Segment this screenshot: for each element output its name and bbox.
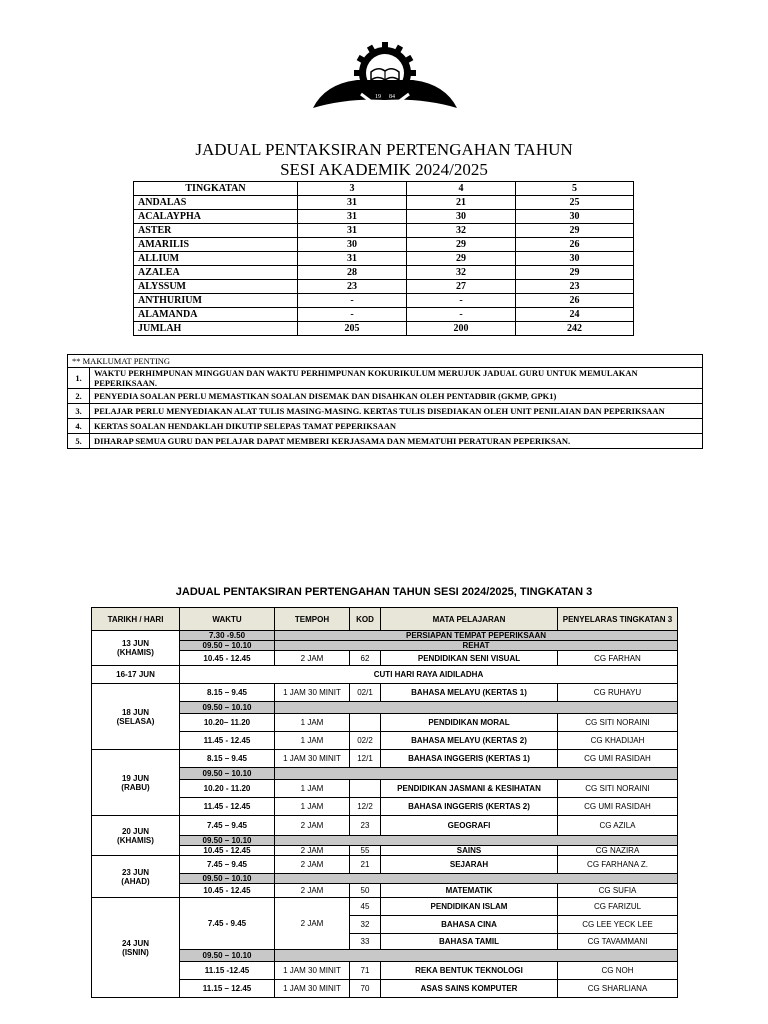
table-row [92, 816, 678, 836]
count-cell: 29 [407, 252, 516, 266]
time-cell: 11.15 -12.45 [180, 962, 275, 980]
count-cell: 27 [407, 280, 516, 294]
break-row [92, 836, 678, 846]
date-text: 24 JUN [121, 938, 150, 948]
table-row [134, 280, 634, 294]
schedule-header-row [92, 608, 678, 631]
count-cell: 30 [516, 252, 634, 266]
teacher-cell: CG FARHANA Z. [558, 856, 678, 874]
code-cell: 12/2 [350, 798, 381, 816]
date-cell [92, 816, 180, 856]
table-row [134, 196, 634, 210]
subject-cell: PENDIDIKAN JASMANI & KESIHATAN [381, 780, 558, 798]
time-cell: 11.15 – 12.45 [180, 980, 275, 998]
teacher-cell: CG SUFIA [558, 884, 678, 898]
count-cell: 21 [407, 196, 516, 210]
code-cell: 21 [350, 856, 381, 874]
class-name: ALYSSUM [134, 280, 298, 294]
note-row [68, 368, 703, 389]
time-cell: 8.15 – 9.45 [180, 684, 275, 702]
school-logo [305, 38, 465, 118]
break-row [92, 702, 678, 714]
total-cell: 200 [407, 322, 516, 336]
break-time: 09.50 – 10.10 [180, 874, 275, 884]
total-label: JUMLAH [134, 322, 298, 336]
time-cell: 7.45 – 9.45 [180, 856, 275, 874]
date-text: 18 JUN [121, 707, 150, 717]
table-header-row [134, 182, 634, 196]
count-cell: 24 [516, 308, 634, 322]
notes-heading-row [68, 355, 703, 368]
time-cell: 10.45 - 12.45 [180, 846, 275, 856]
code-cell: 33 [350, 934, 381, 950]
day-text: (KHAMIS) [117, 648, 154, 657]
teacher-cell: CG SITI NORAINI [558, 780, 678, 798]
count-cell: 31 [298, 196, 407, 210]
duration-cell: 2 JAM [275, 856, 350, 874]
count-cell: 26 [516, 294, 634, 308]
code-cell [350, 714, 381, 732]
subject-cell: PENDIDIKAN SENI VISUAL [381, 651, 558, 666]
duration-cell: 1 JAM [275, 798, 350, 816]
time-cell: 10.45 - 12.45 [180, 651, 275, 666]
time-cell: 11.45 - 12.45 [180, 798, 275, 816]
count-cell: 30 [407, 210, 516, 224]
subject-cell: BAHASA CINA [381, 916, 558, 934]
column-header: TINGKATAN [134, 182, 298, 196]
date-text: 23 JUN [121, 867, 150, 877]
count-cell: 26 [516, 238, 634, 252]
code-cell [350, 780, 381, 798]
break-fill [275, 950, 678, 962]
date-text: 20 JUN [121, 826, 150, 836]
break-time: 09.50 – 10.10 [180, 950, 275, 962]
duration-cell: 2 JAM [275, 651, 350, 666]
count-cell: - [298, 294, 407, 308]
break-time: 09.50 – 10.10 [180, 641, 275, 651]
duration-cell: 1 JAM [275, 714, 350, 732]
day-text: (SELASA) [116, 716, 155, 726]
schedule-title: JADUAL PENTAKSIRAN PERTENGAHAN TAHUN SESI 2024/2025, TINGKATAN 3 [175, 586, 593, 598]
note-row [68, 404, 703, 419]
subject-cell: SAINS [381, 846, 558, 856]
count-cell: 29 [516, 266, 634, 280]
duration-cell: 2 JAM [275, 846, 350, 856]
duration-cell: 1 JAM [275, 780, 350, 798]
count-cell: - [407, 294, 516, 308]
table-row [134, 308, 634, 322]
count-cell: 30 [298, 238, 407, 252]
day-text: (RABU) [121, 782, 150, 792]
count-cell: 23 [298, 280, 407, 294]
date-cell [92, 856, 180, 898]
notes-heading: ** MAKLUMAT PENTING [68, 355, 703, 368]
count-cell: 29 [516, 224, 634, 238]
time-cell: 11.45 - 12.45 [180, 732, 275, 750]
class-name: ASTER [134, 224, 298, 238]
column-header: TARIKH / HARI [92, 608, 180, 631]
count-cell: - [407, 308, 516, 322]
break-row [92, 641, 678, 651]
code-cell: 50 [350, 884, 381, 898]
time-cell: 10.20– 11.20 [180, 714, 275, 732]
total-cell: 205 [298, 322, 407, 336]
note-text: PENYEDIA SOALAN PERLU MEMASTIKAN SOALAN DISEMAK DAN DISAHKAN OLEH PENTADBIR (GKMP, GPK1) [90, 389, 703, 404]
subject-cell: SEJARAH [381, 856, 558, 874]
count-cell: 30 [516, 210, 634, 224]
note-text: PELAJAR PERLU MENYEDIAKAN ALAT TULIS MASING-MASING. KERTAS TULIS DISEDIAKAN OLEH UNIT PENILAIAN DAN PEPERIKSAAN [90, 404, 703, 419]
table-row [92, 980, 678, 998]
exam-schedule-table [91, 607, 678, 998]
duration-cell: 1 JAM 30 MINIT [275, 750, 350, 768]
class-name: ALAMANDA [134, 308, 298, 322]
count-cell: 29 [407, 238, 516, 252]
table-row [92, 732, 678, 750]
break-fill [275, 836, 678, 846]
teacher-cell: CG RUHAYU [558, 684, 678, 702]
note-text: WAKTU PERHIMPUNAN MINGGUAN DAN WAKTU PERHIMPUNAN KOKURIKULUM MERUJUK JADUAL GURU UNTUK MEMULAKAN PEPERIKSAAN. [90, 368, 703, 389]
count-cell: 31 [298, 210, 407, 224]
count-cell: 32 [407, 266, 516, 280]
count-cell: 23 [516, 280, 634, 294]
column-header: PENYELARAS TINGKATAN 3 [558, 608, 678, 631]
time-cell: 10.45 - 12.45 [180, 884, 275, 898]
teacher-cell: CG FARHAN [558, 651, 678, 666]
teacher-cell: CG UMI RASIDAH [558, 750, 678, 768]
time-cell: 7.45 – 9.45 [180, 816, 275, 836]
date-text: 19 JUN [121, 773, 150, 783]
logo-year-right: 84 [389, 94, 395, 100]
code-cell: 32 [350, 916, 381, 934]
date-cell [92, 898, 180, 998]
time-cell: 8.15 – 9.45 [180, 750, 275, 768]
note-row [68, 389, 703, 404]
subject-cell: BAHASA MELAYU (KERTAS 1) [381, 684, 558, 702]
prep-cell: PERSIAPAN TEMPAT PEPERIKSAAN [275, 631, 678, 641]
count-cell: 31 [298, 224, 407, 238]
subject-cell: BAHASA INGGERIS (KERTAS 2) [381, 798, 558, 816]
table-row [92, 714, 678, 732]
teacher-cell: CG UMI RASIDAH [558, 798, 678, 816]
date-text: 13 JUN [121, 639, 150, 648]
break-time: 09.50 – 10.10 [180, 768, 275, 780]
teacher-cell: CG KHADIJAH [558, 732, 678, 750]
duration-cell: 2 JAM [275, 884, 350, 898]
column-header: 5 [516, 182, 634, 196]
break-row [92, 768, 678, 780]
teacher-cell: CG NAZIRA [558, 846, 678, 856]
column-header: WAKTU [180, 608, 275, 631]
code-cell: 70 [350, 980, 381, 998]
teacher-cell: CG SITI NORAINI [558, 714, 678, 732]
break-fill [275, 702, 678, 714]
date-cell: 16-17 JUN [92, 666, 180, 684]
code-cell: 02/2 [350, 732, 381, 750]
code-cell: 23 [350, 816, 381, 836]
table-row [134, 266, 634, 280]
break-time: 09.50 – 10.10 [180, 836, 275, 846]
code-cell: 02/1 [350, 684, 381, 702]
break-label: REHAT [275, 641, 678, 651]
column-header: 3 [298, 182, 407, 196]
table-row [92, 856, 678, 874]
page-subtitle: SESI AKADEMIK 2024/2025 [280, 160, 488, 179]
total-row [134, 322, 634, 336]
column-header: TEMPOH [275, 608, 350, 631]
teacher-cell: CG LEE YECK LEE [558, 916, 678, 934]
count-cell: - [298, 308, 407, 322]
teacher-cell: CG TAVAMMANI [558, 934, 678, 950]
code-cell: 71 [350, 962, 381, 980]
class-name: ANDALAS [134, 196, 298, 210]
holiday-row [92, 666, 678, 684]
note-number: 1. [68, 368, 90, 389]
table-row [134, 224, 634, 238]
subject-cell: PENDIDIKAN MORAL [381, 714, 558, 732]
break-fill [275, 768, 678, 780]
page-title: JADUAL PENTAKSIRAN PERTENGAHAN TAHUN [195, 140, 573, 159]
table-row [134, 238, 634, 252]
table-row [92, 684, 678, 702]
date-cell [92, 631, 180, 666]
column-header: KOD [350, 608, 381, 631]
column-header: MATA PELAJARAN [381, 608, 558, 631]
column-header: 4 [407, 182, 516, 196]
table-row [92, 651, 678, 666]
break-row [92, 950, 678, 962]
note-row [68, 419, 703, 434]
holiday-label: CUTI HARI RAYA AIDILADHA [180, 666, 678, 684]
count-cell: 31 [298, 252, 407, 266]
teacher-cell: CG NOH [558, 962, 678, 980]
teacher-cell: CG AZILA [558, 816, 678, 836]
table-row [92, 750, 678, 768]
note-number: 4. [68, 419, 90, 434]
code-cell: 55 [350, 846, 381, 856]
class-name: AZALEA [134, 266, 298, 280]
break-row [92, 874, 678, 884]
code-cell: 12/1 [350, 750, 381, 768]
teacher-cell: CG FARIZUL [558, 898, 678, 916]
table-row [92, 846, 678, 856]
count-cell: 32 [407, 224, 516, 238]
duration-cell: 1 JAM 30 MINIT [275, 980, 350, 998]
subject-cell: REKA BENTUK TEKNOLOGI [381, 962, 558, 980]
teacher-cell: CG SHARLIANA [558, 980, 678, 998]
note-text: DIHARAP SEMUA GURU DAN PELAJAR DAPAT MEMBERI KERJASAMA DAN MEMATUHI PERATURAN PEPERIKSAN. [90, 434, 703, 449]
note-number: 5. [68, 434, 90, 449]
subject-cell: ASAS SAINS KOMPUTER [381, 980, 558, 998]
time-cell: 10.20 - 11.20 [180, 780, 275, 798]
table-row [92, 962, 678, 980]
table-row [134, 210, 634, 224]
table-row [92, 798, 678, 816]
table-row [92, 884, 678, 898]
duration-cell: 2 JAM [275, 898, 350, 950]
important-notes-table [67, 354, 703, 449]
date-cell [92, 684, 180, 750]
break-fill [275, 874, 678, 884]
subject-cell: GEOGRAFI [381, 816, 558, 836]
time-cell: 7.30 -9.50 [180, 631, 275, 641]
table-row [92, 631, 678, 641]
class-name: AMARILIS [134, 238, 298, 252]
code-cell: 62 [350, 651, 381, 666]
subject-cell: BAHASA INGGERIS (KERTAS 1) [381, 750, 558, 768]
day-text: (AHAD) [121, 876, 150, 886]
total-cell: 242 [516, 322, 634, 336]
class-name: ANTHURIUM [134, 294, 298, 308]
table-row [92, 780, 678, 798]
note-number: 2. [68, 389, 90, 404]
table-row [92, 898, 678, 916]
class-name: ALLIUM [134, 252, 298, 266]
table-row [134, 252, 634, 266]
note-number: 3. [68, 404, 90, 419]
date-cell [92, 750, 180, 816]
code-cell: 45 [350, 898, 381, 916]
duration-cell: 1 JAM [275, 732, 350, 750]
student-count-table [133, 181, 634, 336]
duration-cell: 1 JAM 30 MINIT [275, 962, 350, 980]
day-text: (ISNIN) [122, 947, 149, 957]
subject-cell: BAHASA TAMIL [381, 934, 558, 950]
subject-cell: MATEMATIK [381, 884, 558, 898]
count-cell: 28 [298, 266, 407, 280]
subject-cell: PENDIDIKAN ISLAM [381, 898, 558, 916]
logo-year-left: 19 [375, 94, 381, 100]
day-text: (KHAMIS) [117, 835, 154, 845]
note-row [68, 434, 703, 449]
duration-cell: 1 JAM 30 MINIT [275, 684, 350, 702]
time-cell: 7.45 - 9.45 [180, 898, 275, 950]
break-time: 09.50 – 10.10 [180, 702, 275, 714]
table-row [134, 294, 634, 308]
class-name: ACALAYPHA [134, 210, 298, 224]
count-cell: 25 [516, 196, 634, 210]
note-text: KERTAS SOALAN HENDAKLAH DIKUTIP SELEPAS TAMAT PEPERIKSAAN [90, 419, 703, 434]
subject-cell: BAHASA MELAYU (KERTAS 2) [381, 732, 558, 750]
duration-cell: 2 JAM [275, 816, 350, 836]
